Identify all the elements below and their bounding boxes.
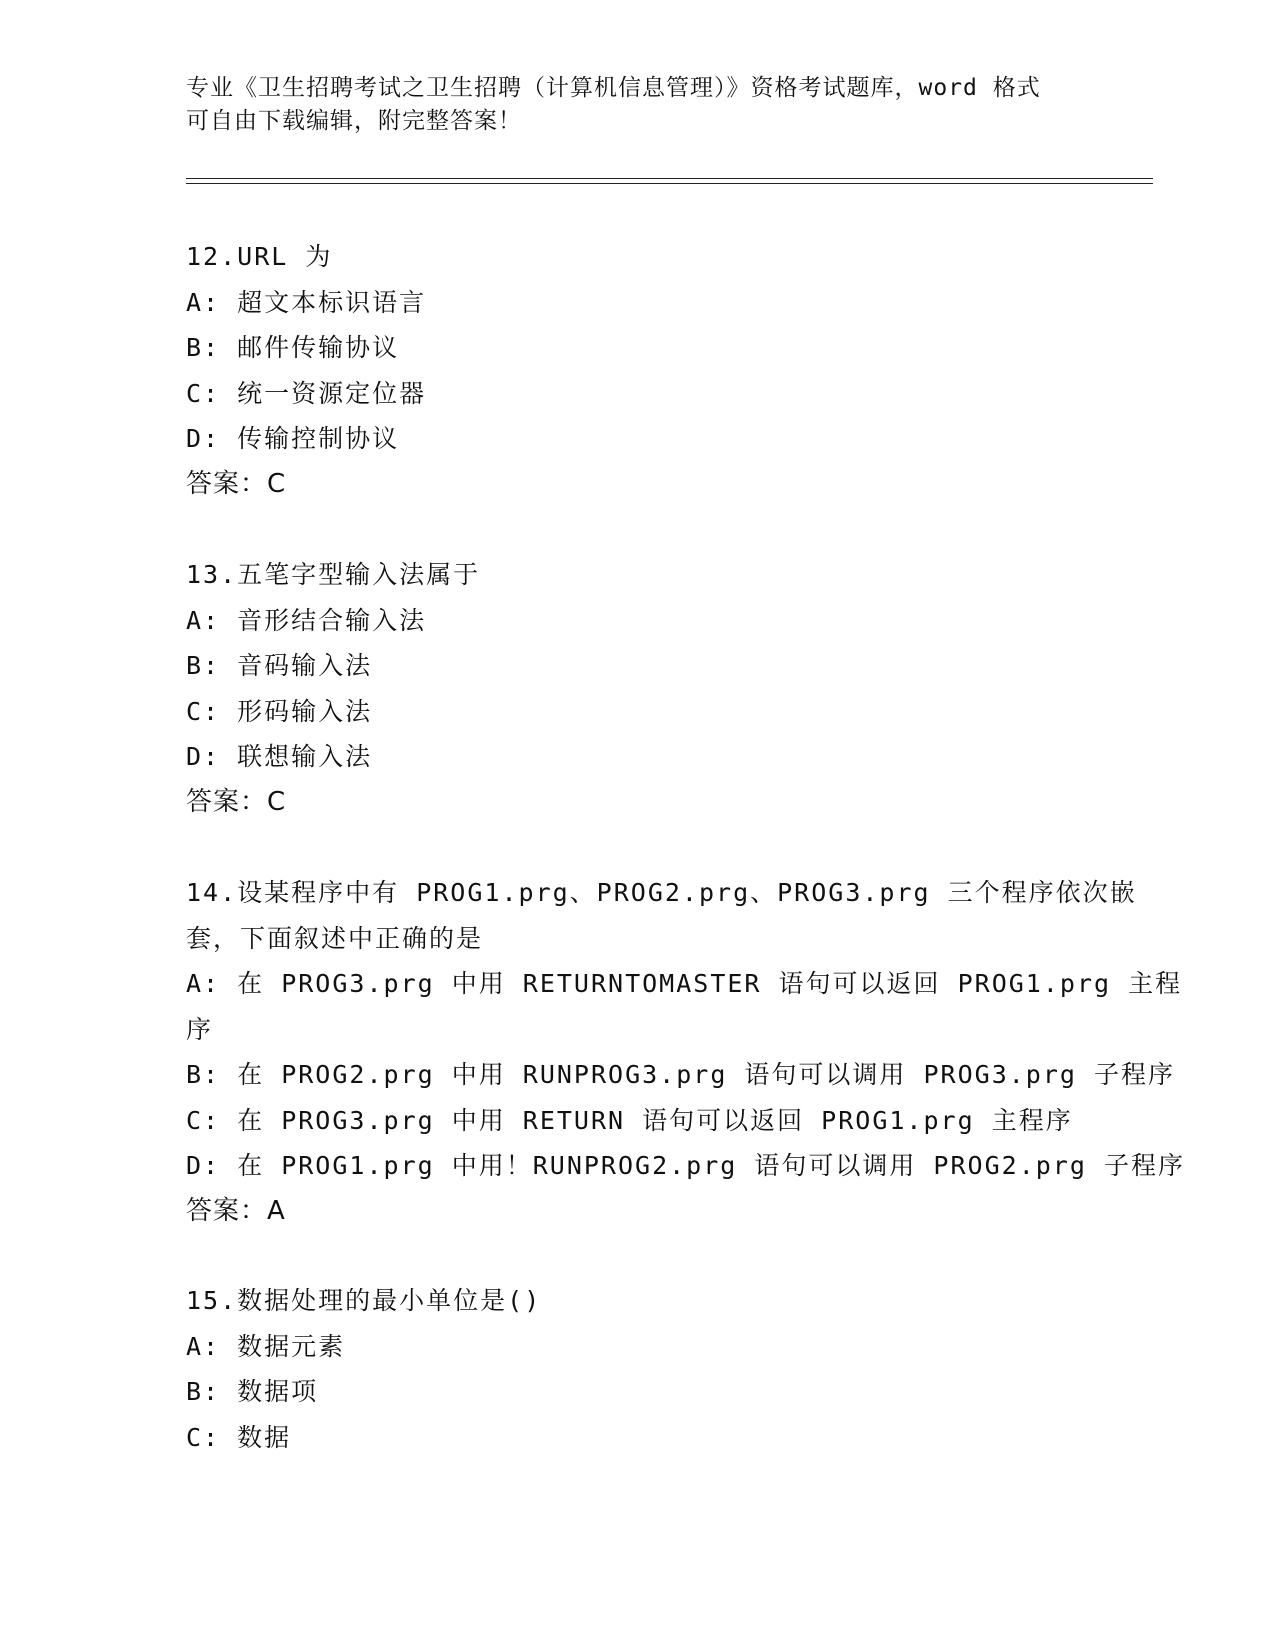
question-stem-line-1: 14.设某程序中有 PROG1.prg、PROG2.prg、PROG3.prg 三个程序依次嵌	[186, 878, 1137, 907]
option-b: B: 音码输入法	[186, 651, 373, 680]
answer: 答案：A	[186, 1195, 286, 1226]
question-stem: 12.URL 为	[186, 242, 333, 271]
option-a: A: 数据元素	[186, 1331, 346, 1361]
option-d: D: 联想输入法	[186, 742, 373, 771]
header-divider-bottom	[186, 183, 1153, 184]
option-c: C: 数据	[186, 1422, 292, 1452]
option-c: C: 统一资源定位器	[186, 378, 427, 408]
question-15	[186, 1278, 1086, 1460]
document-header	[186, 72, 1086, 138]
option-d: D: 在 PROG1.prg 中用！RUNPROG2.prg 语句可以调用 PROG2.prg 子程序	[186, 1151, 1185, 1180]
question-13	[186, 552, 1086, 825]
question-stem: 13.五笔字型输入法属于	[186, 560, 481, 589]
question-stem: 15.数据处理的最小单位是()	[186, 1286, 542, 1315]
option-b: B: 邮件传输协议	[186, 333, 400, 362]
option-b: B: 在 PROG2.prg 中用 RUNPROG3.prg 语句可以调用 PROG3.prg 子程序	[186, 1060, 1176, 1089]
option-c: C: 在 PROG3.prg 中用 RETURN 语句可以返回 PROG1.prg 主程序	[186, 1105, 1073, 1135]
header-divider-top	[186, 178, 1153, 179]
option-a: A: 音形结合输入法	[186, 605, 427, 635]
option-b: B: 数据项	[186, 1377, 319, 1406]
question-14	[186, 870, 1185, 1234]
answer: 答案：C	[186, 786, 287, 817]
question-stem-line-2: 套，下面叙述中正确的是	[186, 923, 484, 953]
option-a-line-2: 序	[186, 1014, 214, 1044]
option-a-line-1: A: 在 PROG3.prg 中用 RETURNTOMASTER 语句可以返回 PROG1.prg 主程	[186, 969, 1183, 998]
answer: 答案：C	[186, 468, 287, 499]
header-line-1: 专业《卫生招聘考试之卫生招聘（计算机信息管理）》资格考试题库，word 格式	[186, 75, 1041, 101]
option-a: A: 超文本标识语言	[186, 287, 427, 317]
question-12	[186, 234, 1086, 507]
option-c: C: 形码输入法	[186, 696, 373, 726]
header-line-2: 可自由下载编辑，附完整答案！	[186, 108, 522, 134]
option-d: D: 传输控制协议	[186, 424, 400, 453]
